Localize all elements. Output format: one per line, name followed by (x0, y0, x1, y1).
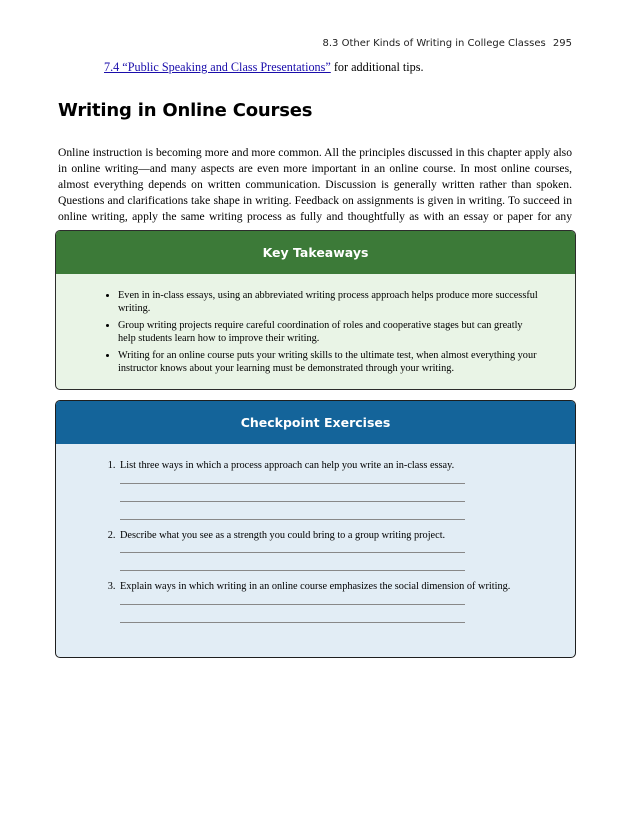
body-paragraph: Online instruction is becoming more and more common. All the principles discussed in this chapter apply also in online writing—and many aspects are even more important in an online course. In most online courses, almost everything depends on written communication. Discussion is generally written rather than spoken. Questions and clarifications take shape in writing. Feedback on assignments is given in writing. To succeed in online writing, apply the same writing process as fully and thoughtfully as with an essay or paper for any (58, 146, 572, 223)
checkpoint-exercises-title: Checkpoint Exercises (56, 401, 575, 444)
takeaway-item: • Even in in-class essays, using an abbreviated writing process approach helps produce more successful writing. (118, 290, 541, 315)
key-takeaways-box (55, 230, 576, 390)
header-section-title: 8.3 Other Kinds of Writing in College Classes (322, 38, 546, 49)
key-takeaways-list (56, 290, 575, 375)
checkpoint-exercises-box (55, 400, 576, 658)
section-title: Writing in Online Courses (58, 100, 313, 121)
page-number: 295 (552, 38, 572, 49)
answer-line[interactable] (120, 484, 465, 502)
exercise-item (118, 581, 575, 623)
exercise-item (118, 530, 575, 572)
cross-reference-link[interactable]: 7.4 “Public Speaking and Class Presentations” (104, 60, 331, 74)
answer-line[interactable] (120, 542, 465, 553)
cross-reference-suffix: for additional tips. (330, 60, 424, 74)
exercise-prompt: Describe what you see as a strength you could bring to a group writing project. (120, 529, 446, 541)
answer-line[interactable] (120, 553, 465, 571)
cross-reference-line (104, 60, 424, 75)
answer-line[interactable] (120, 594, 465, 605)
answer-line[interactable] (120, 502, 465, 520)
running-header (322, 38, 572, 49)
answer-line[interactable] (120, 473, 465, 484)
answer-line[interactable] (120, 605, 465, 623)
key-takeaways-title: Key Takeaways (56, 231, 575, 274)
checkpoint-exercises-list (56, 460, 575, 623)
exercise-prompt: Explain ways in which writing in an online course emphasizes the social dimension of writing. (120, 581, 511, 592)
exercise-item (118, 460, 575, 520)
exercise-prompt: List three ways in which a process approach can help you write an in-class essay. (120, 460, 455, 471)
takeaway-item: • Writing for an online course puts your writing skills to the ultimate test, when almost everything your instructor knows about your learning must be demonstrated through your writing. (118, 350, 541, 375)
takeaway-item: • Group writing projects require careful coordination of roles and cooperative stages but can greatly help students learn how to improve their writing. (118, 320, 541, 345)
